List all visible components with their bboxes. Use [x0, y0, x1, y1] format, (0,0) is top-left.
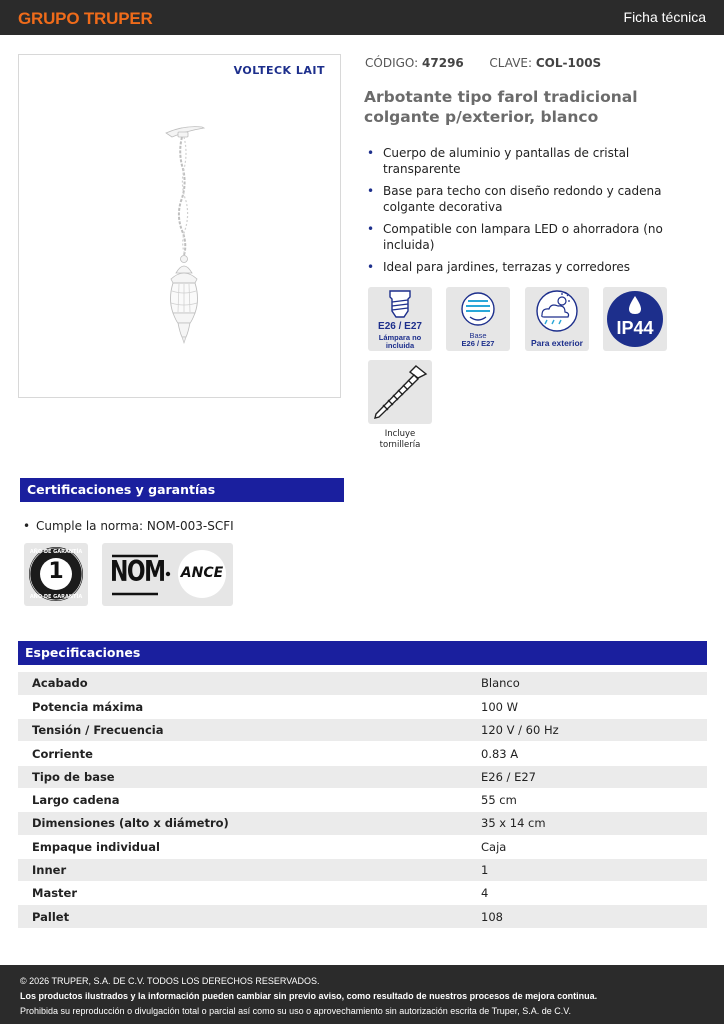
- product-key: COL-100S: [535, 56, 602, 70]
- spec-label: Largo cadena: [18, 788, 467, 811]
- warranty-bottom-text: AÑO DE GARANTÍA: [29, 594, 83, 600]
- certifications-header: Certificaciones y garantías: [20, 478, 344, 502]
- warranty-top-text: AÑO DE GARANTÍA: [29, 549, 83, 555]
- spec-value: Caja: [467, 835, 707, 858]
- spec-value: E26 / E27: [467, 765, 707, 788]
- bulb-base-icon: [368, 287, 432, 351]
- specifications-table: [18, 672, 707, 929]
- spec-label: Dimensiones (alto x diámetro): [18, 812, 467, 835]
- product-code-line: [365, 56, 601, 70]
- key-label: CLAVE:: [489, 56, 533, 70]
- table-row: [18, 765, 707, 788]
- doc-type-label: Ficha técnica: [623, 9, 706, 25]
- norm-text: Cumple la norma: NOM-003-SCFI: [36, 519, 234, 533]
- icon-caption: E26 / E27: [378, 321, 422, 332]
- table-row: [18, 672, 707, 695]
- spec-label: Inner: [18, 858, 467, 881]
- feature-list: [366, 146, 706, 283]
- lantern-product-image: [154, 123, 224, 348]
- warranty-years: 1: [48, 559, 64, 584]
- ip-rating-text: IP44: [616, 318, 654, 338]
- icon-caption: Base: [469, 331, 487, 340]
- spec-label: Acabado: [18, 672, 467, 695]
- product-title: Arbotante tipo farol tradicional colgante p/exterior, blanco: [364, 88, 638, 126]
- spec-value: 108: [467, 905, 707, 928]
- spec-value: 0.83 A: [467, 742, 707, 765]
- code-label: CÓDIGO:: [365, 56, 419, 70]
- spec-label: Master: [18, 882, 467, 905]
- spec-value: 55 cm: [467, 788, 707, 811]
- specifications-header: Especificaciones: [18, 641, 707, 665]
- screw-icon: [368, 360, 432, 424]
- table-row: [18, 835, 707, 858]
- spec-label: Corriente: [18, 742, 467, 765]
- table-row: [18, 812, 707, 835]
- table-row: [18, 742, 707, 765]
- icon-caption: Incluye: [384, 429, 416, 439]
- icon-caption: E26 / E27: [461, 339, 495, 348]
- table-row: [18, 905, 707, 928]
- product-image-frame: [18, 54, 341, 398]
- screw-caption: [368, 429, 432, 451]
- table-row: [18, 882, 707, 905]
- feature-item: • Ideal para jardines, terrazas y corredores: [366, 260, 706, 276]
- product-code: 47296: [422, 56, 464, 70]
- icon-caption: Para exterior: [531, 338, 583, 348]
- outdoor-weather-icon: [525, 287, 589, 351]
- top-bar: [0, 0, 724, 35]
- ip44-icon: [603, 287, 667, 351]
- base-icon: [446, 287, 510, 351]
- spec-value: 35 x 14 cm: [467, 812, 707, 835]
- spec-value: 100 W: [467, 695, 707, 718]
- nom-label: NOM: [110, 556, 165, 589]
- icon-caption: Lámpara no: [378, 333, 422, 342]
- warranty-badge: [24, 543, 88, 606]
- spec-label: Tensión / Frecuencia: [18, 719, 467, 742]
- copyright-text: © 2026 TRUPER, S.A. DE C.V. TODOS LOS DERECHOS RESERVADOS.: [20, 976, 320, 986]
- spec-value: 120 V / 60 Hz: [467, 719, 707, 742]
- disclaimer-text: Los productos ilustrados y la información pueden cambiar sin previo aviso, como resultado de nuestros procesos de mejora continua.: [20, 991, 598, 1001]
- spec-value: 1: [467, 858, 707, 881]
- footer: [0, 965, 724, 1024]
- legal-text: Prohibida su reproducción o divulgación total o parcial así como su uso o aprovechamiento sin autorización escrita de Truper, S.A. de C.V.: [20, 1006, 571, 1016]
- feature-item: • Compatible con lampara LED o ahorradora (no incluida): [366, 222, 706, 253]
- icon-caption: incluida: [385, 341, 415, 350]
- table-row: [18, 788, 707, 811]
- spec-value: Blanco: [467, 672, 707, 695]
- spec-label: Tipo de base: [18, 765, 467, 788]
- table-row: [18, 858, 707, 881]
- table-row: [18, 719, 707, 742]
- icon-caption: tornillería: [379, 440, 421, 450]
- spec-label: Pallet: [18, 905, 467, 928]
- ance-label: ANCE: [180, 565, 224, 581]
- feature-item: • Base para techo con diseño redondo y cadena colgante decorativa: [366, 184, 706, 215]
- spec-value: 4: [467, 882, 707, 905]
- nom-ance-logo: [102, 543, 233, 606]
- feature-item: • Cuerpo de aluminio y pantallas de cristal transparente: [366, 146, 706, 177]
- brand-logo-text: GRUPO TRUPER: [18, 9, 153, 28]
- spec-label: Empaque individual: [18, 835, 467, 858]
- norm-line: • Cumple la norma: NOM-003-SCFI: [23, 519, 234, 533]
- table-row: [18, 695, 707, 718]
- volteck-logo: VOLTECK LAIT: [233, 64, 325, 77]
- spec-label: Potencia máxima: [18, 695, 467, 718]
